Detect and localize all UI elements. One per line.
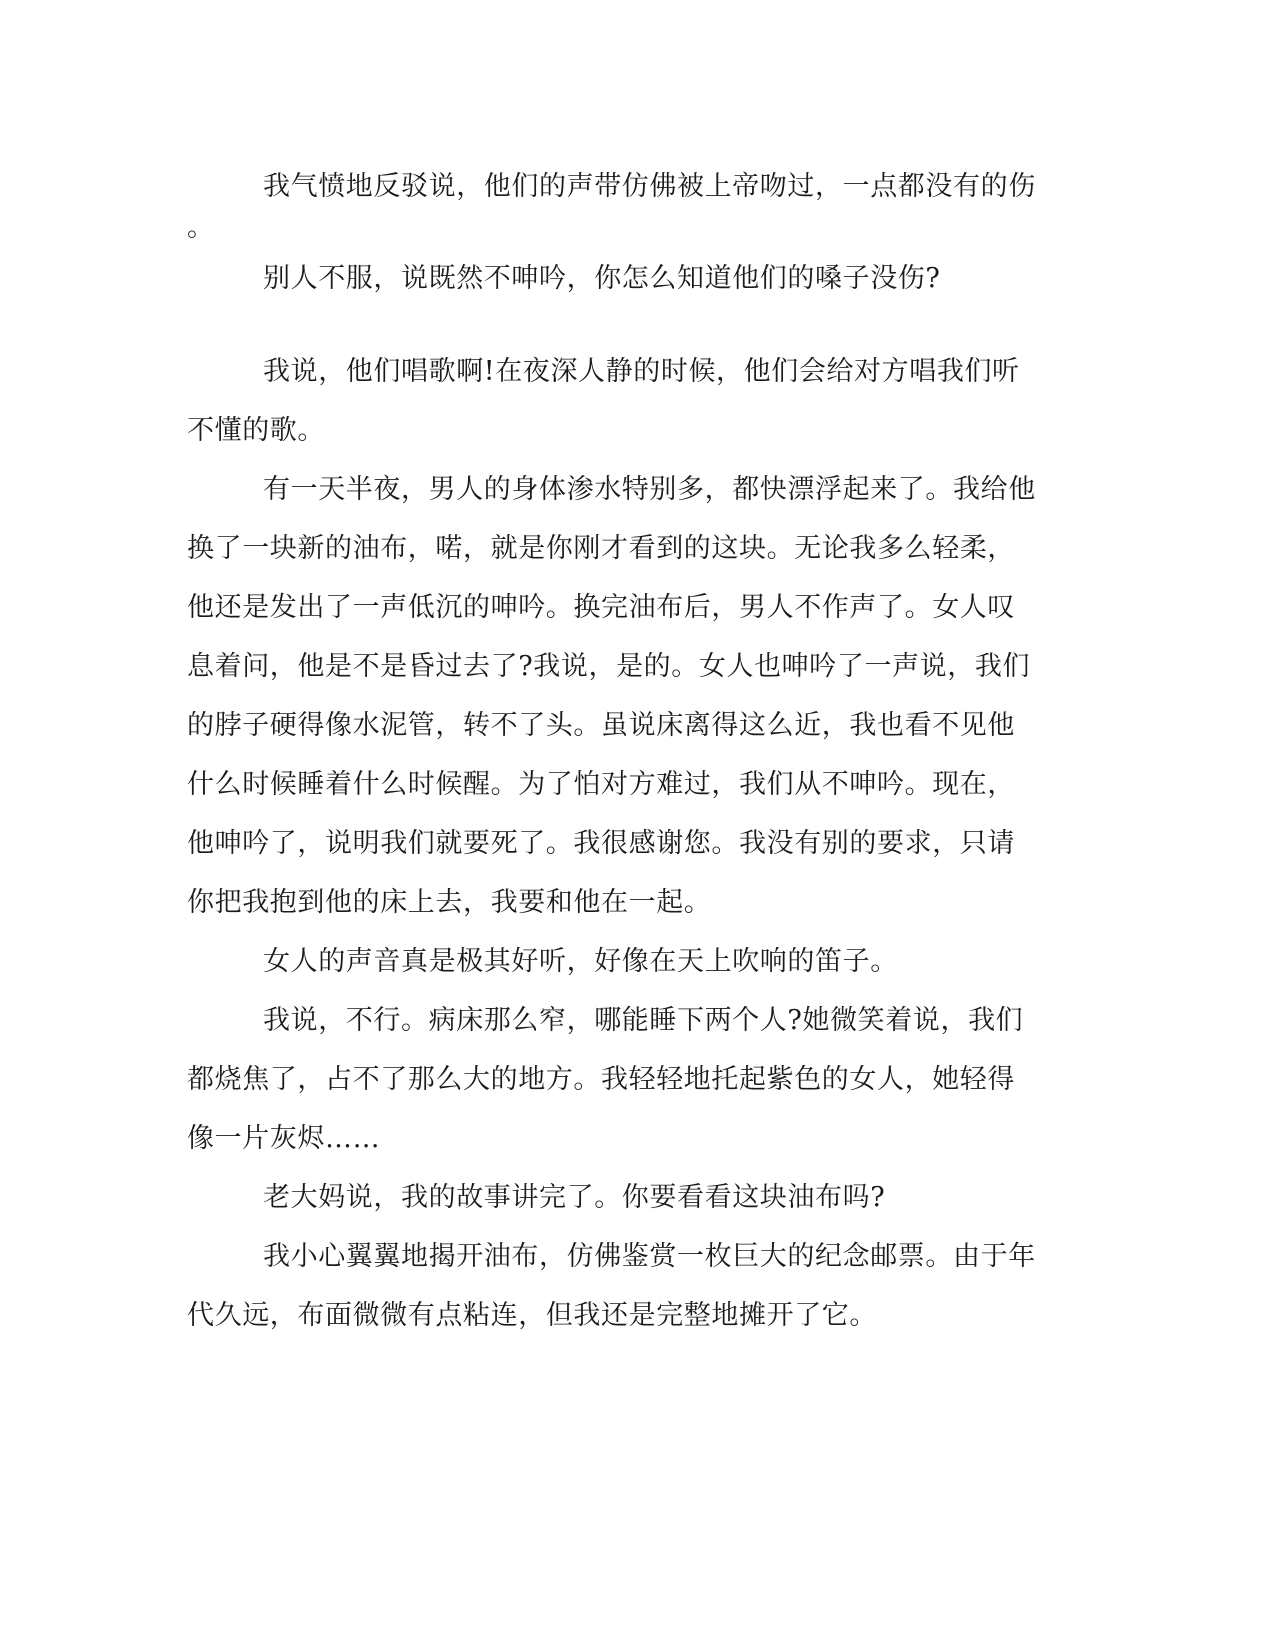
text-line: 息着问，他是不是昏过去了?我说，是的。女人也呻吟了一声说，我们: [187, 651, 1031, 682]
text-line: 老大妈说，我的故事讲完了。你要看看这块油布吗?: [263, 1182, 886, 1213]
text-line: 我说，他们唱歌啊!在夜深人静的时候，他们会给对方唱我们听: [263, 356, 1020, 387]
text-line: 别人不服，说既然不呻吟，你怎么知道他们的嗓子没伤?: [263, 263, 941, 294]
text-line: 女人的声音真是极其好听，好像在天上吹响的笛子。: [263, 946, 898, 977]
text-line: 什么时候睡着什么时候醒。为了怕对方难过，我们从不呻吟。现在，: [187, 769, 1015, 800]
text-line: 我小心翼翼地揭开油布，仿佛鉴赏一枚巨大的纪念邮票。由于年: [263, 1241, 1036, 1272]
text-line: 你把我抱到他的床上去，我要和他在一起。: [187, 887, 712, 918]
text-line: 不懂的歌。: [187, 415, 325, 446]
text-line: 的脖子硬得像水泥管，转不了头。虽说床离得这么近，我也看不见他: [187, 710, 1015, 741]
text-line: 换了一块新的油布，喏，就是你刚才看到的这块。无论我多么轻柔，: [187, 533, 1015, 564]
text-line: 他还是发出了一声低沉的呻吟。换完油布后，男人不作声了。女人叹: [187, 592, 1015, 623]
text-line: 都烧焦了，占不了那么大的地方。我轻轻地托起紫色的女人，她轻得: [187, 1064, 1015, 1095]
text-line: 像一片灰烬……: [187, 1123, 381, 1154]
text-line: 。: [187, 212, 215, 243]
text-line: 有一天半夜，男人的身体渗水特别多，都快漂浮起来了。我给他: [263, 474, 1036, 505]
text-line: 他呻吟了，说明我们就要死了。我很感谢您。我没有别的要求，只请: [187, 828, 1015, 859]
text-line: 我说，不行。病床那么窄，哪能睡下两个人?她微笑着说，我们: [263, 1005, 1024, 1036]
text-line: 代久远，布面微微有点粘连，但我还是完整地摊开了它。: [187, 1300, 877, 1331]
text-line: 我气愤地反驳说，他们的声带仿佛被上帝吻过，一点都没有的伤: [263, 171, 1036, 202]
